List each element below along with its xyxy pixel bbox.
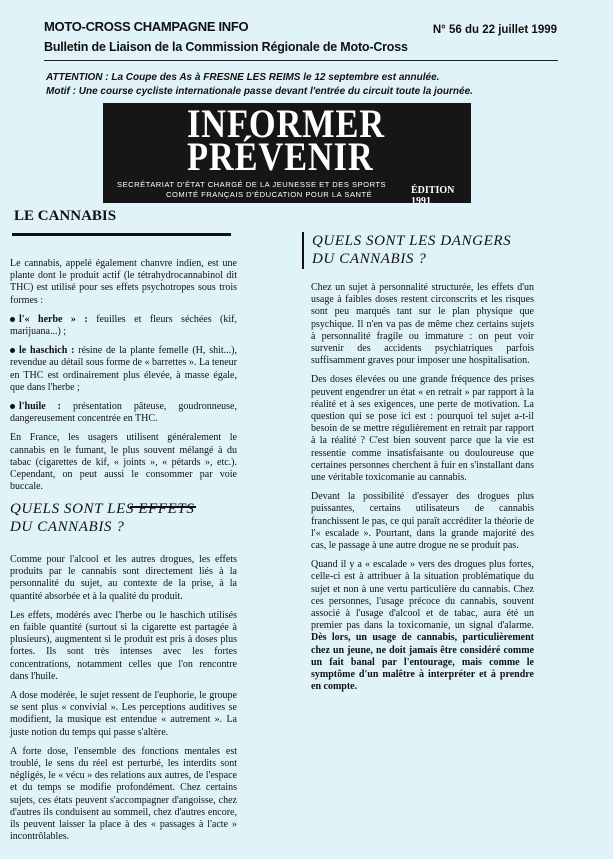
form-haschich-term: le haschich : [19,345,75,357]
form-herbe [10,314,237,338]
form-herbe-term: l'« herbe » : [19,313,88,325]
left-column-intro [10,258,237,500]
dangers-heading-rule [302,232,304,269]
effects-heading-rule [130,506,196,508]
effects-heading: QUELS SONT LES EFFETS DU CANNABIS ? [10,501,195,535]
header-divider [44,60,558,61]
dangers-paragraph-4 [311,559,534,693]
banner-edition: ÉDITION 1991 [411,185,455,207]
dangers-warning-bold: Dès lors, un usage de cannabis, particulièrement chez un jeune, ne doit jamais être considéré comme un fait banal par l'entourage, mais comme le symptôme d'un malêtre à interpréter et à prendre en compte. [311,632,534,693]
section-title-rule [12,233,231,236]
usage-france-paragraph: En France, les usagers utilisent généralement le cannabis en le fumant, le plus souvent mélangé à du tabac (cigarettes de kif, « joints », « pétards », etc.). Cependant, on peut aussi le consommer par voie buccale. [10,432,237,493]
bullet-icon [10,404,15,409]
section-title: LE CANNABIS [14,208,117,224]
bullet-icon [10,317,15,322]
form-haschich-text: résine de la plante femelle (H, shit...), revendue au détail sous forme de « barrettes ». La teneur en THC est ordinairement plus élevée, à masse égale, que dans l'herbe ; [10,345,237,393]
banner-line-prevenir: PRÉVENIR [187,134,374,179]
issue-number: N° 56 du 22 juillet 1999 [432,24,557,36]
banner-committee: COMITÉ FRANÇAIS D'ÉDUCATION POUR LA SANTÉ [166,190,373,199]
dangers-paragraph-2: Des doses élevées ou une grande fréquence des prises peuvent engendrer un état « en retrait » par rapport à la réalité et à ses exigences, une perte de motivation. La question qui se pose ici est : pourquoi tel sujet a-t-il besoin de se mettre régulièrement en retrait par rapport à la réalité ? C'est bien souvent parce que la vie est ressentie comme insatisfaisante ou douloureuse que certaines personnes cherchent à fuir en s'installant dans une véritable toxicomanie au cannabis. [311,374,534,484]
form-huile-text: présentation pâteuse, goudronneuse, dangereusement concentrée en THC. [10,401,237,425]
dangers-paragraph-4-text: Quand il y a « escalade » vers des drogues plus fortes, celle-ci est à attribuer à la situation problématique du sujet et non à une vertu particulière du cannabis. Chez ces personnes, l'usage précoce du cannabis, souvent associé à l'usage d'alcool et de tabac, aura été un premier pas dans la toxicomanie, un signal d'alarme. [311,559,534,632]
informer-prevenir-banner [103,101,471,207]
banner-line-informer: INFORMER [187,101,385,146]
effects-paragraph-4: A forte dose, l'ensemble des fonctions mentales est troublé, le sens du réel est perturbé, les interdits sont négligés, le « vécu » des relations aux autres, de l'espace et du temps se modifie profondément. Chez certains sujets, ces états peuvent s'accompagner d'angoisse, chez d'autres ils conduisent au sommeil, chez d'autres encore, ils peuvent laisser la place à des « passages à l'acte » incontrôlables. [10,745,237,843]
form-huile [10,401,237,425]
effects-paragraph-2: Les effets, modérés avec l'herbe ou le haschich utilisés en faible quantité (surtout si la cigarette est partagée à plusieurs), augmentent si le produit est pris à doses plus fortes. Ils sont très intenses avec les fortes concentrations, notamment celles que l'on rencontre dans l'huile. [10,609,237,682]
dangers-paragraph-3: Devant la possibilité d'essayer des drogues plus puissantes, certains utilisateurs de cannabis franchissent le pas, ce qui paraît accréditer la théorie de l'« escalade ». Pourtant, dans la grande majorité des cas, le passage à une autre drogue ne se produit pas. [311,491,534,552]
banner-ministry: SECRÉTARIAT D'ÉTAT CHARGÉ DE LA JEUNESSE ET DES SPORTS [117,180,387,189]
form-huile-term: l'huile : [19,401,62,413]
notice-reason: Motif : Une course cycliste internationale passe devant l'entrée du circuit toute la journée. [46,86,473,97]
intro-paragraph: Le cannabis, appelé également chanvre indien, est une plante dont le produit actif (le tétrahydrocannabinol dit THC) est utilisé pour ses effets psychotropes sous trois formes : [10,258,237,306]
effects-paragraph-1: Comme pour l'alcool et les autres drogues, les effets produits par le cannabis sont directement liés à la personnalité du sujet, au contexte de la prise, à la quantité absorbée et à la qualité du produit. [10,554,237,602]
bullet-icon [10,348,15,353]
dangers-heading: QUELS SONT LES DANGERS DU CANNABIS ? [312,233,512,267]
form-herbe-text: feuilles et fleurs séchées (kif, marijuana...) ; [10,313,237,338]
notice-cancellation: ATTENTION : La Coupe des As à FRESNE LES REIMS le 12 septembre est annulée. [46,72,440,83]
left-column-effects [10,554,237,850]
right-column-dangers [311,282,534,701]
newsletter-subtitle: Bulletin de Liaison de la Commission Régionale de Moto-Cross [44,40,408,54]
form-haschich [10,345,237,394]
dangers-paragraph-1: Chez un sujet à personnalité structurée, les effets d'un usage à faibles doses restent circonscrits et les risques sont peu marqués tant sur le plan physique que psychique. Il n'en va pas de même chez certains sujets à personnalité fragile ou immature : on peut voir survenir des accidents psychiatriques parfois suffisamment graves pour imposer une hospitalisation. [311,282,534,367]
newsletter-title: MOTO-CROSS CHAMPAGNE INFO [44,19,249,34]
effects-paragraph-3: A dose modérée, le sujet ressent de l'euphorie, le groupe se sent plus « convivial ». Les perceptions auditives se modifient, la musique est entendue « autrement ». La juste notion du temps qui passe s'altère. [10,690,237,738]
